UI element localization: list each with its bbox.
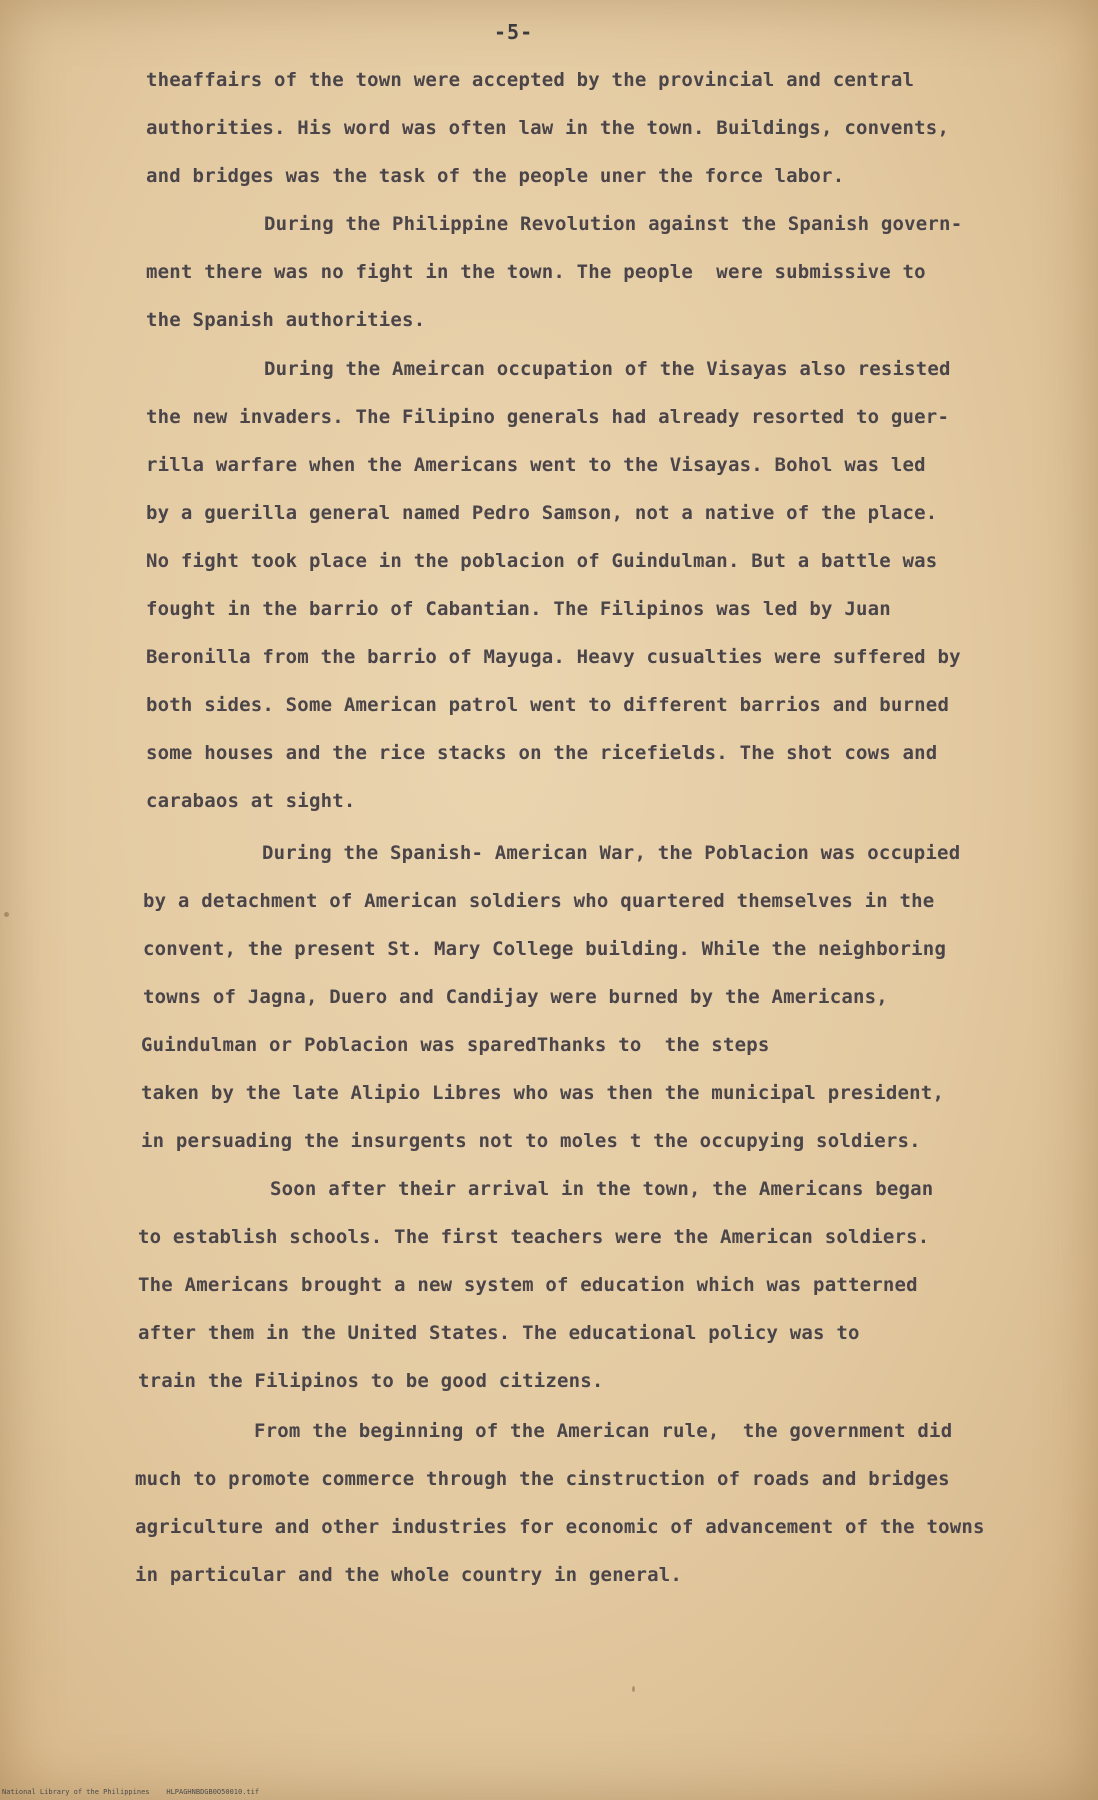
paper-speck <box>632 1686 635 1692</box>
text-line-8: the new invaders. The Filipino generals had already resorted to guer- <box>146 406 950 428</box>
text-line-5: ment there was no fight in the town. The people were submissive to <box>146 261 926 283</box>
text-line-21: Guindulman or Poblacion was sparedThanks to the steps <box>141 1034 770 1056</box>
text-line-31: agriculture and other industries for economic of advancement of the towns <box>135 1516 985 1538</box>
text-line-14: both sides. Some American patrol went to different barrios and burned <box>146 694 950 716</box>
text-line-26: The Americans brought a new system of education which was patterned <box>138 1274 918 1296</box>
text-line-20: towns of Jagna, Duero and Candijay were burned by the Americans, <box>143 986 888 1008</box>
paper-speck <box>4 912 9 917</box>
text-line-18: by a detachment of American soldiers who quartered themselves in the <box>143 890 935 912</box>
text-line-17: During the Spanish- American War, the Poblacion was occupied <box>262 842 961 864</box>
text-line-22: taken by the late Alipio Libres who was then the municipal president, <box>141 1082 945 1104</box>
text-line-4: During the Philippine Revolution against the Spanish govern- <box>264 213 963 235</box>
text-line-29: From the beginning of the American rule, the government did <box>254 1420 953 1442</box>
text-line-23: in persuading the insurgents not to moles t the occupying soldiers. <box>141 1130 921 1152</box>
text-line-19: convent, the present St. Mary College building. While the neighboring <box>143 938 947 960</box>
archive-footer: National Library of the Philippines HLPAGHNBDGB0O50010.tif <box>2 1788 260 1796</box>
text-line-1: theaffairs of the town were accepted by the provincial and central <box>146 69 915 91</box>
text-line-16: carabaos at sight. <box>146 790 356 812</box>
text-line-7: During the Ameircan occupation of the Visayas also resisted <box>264 358 951 380</box>
text-line-27: after them in the United States. The educational policy was to <box>138 1322 860 1344</box>
text-line-12: fought in the barrio of Cabantian. The Filipinos was led by Juan <box>146 598 891 620</box>
text-line-15: some houses and the rice stacks on the ricefields. The shot cows and <box>146 742 938 764</box>
text-line-13: Beronilla from the barrio of Mayuga. Heavy cusualties were suffered by <box>146 646 961 668</box>
text-line-3: and bridges was the task of the people uner the force labor. <box>146 165 845 187</box>
text-line-32: in particular and the whole country in general. <box>135 1564 683 1586</box>
text-line-10: by a guerilla general named Pedro Samson, not a native of the place. <box>146 502 938 524</box>
text-line-25: to establish schools. The first teachers were the American soldiers. <box>138 1226 930 1248</box>
page-number: -5- <box>494 20 534 44</box>
text-line-2: authorities. His word was often law in the town. Buildings, convents, <box>146 117 950 139</box>
text-line-11: No fight took place in the poblacion of Guindulman. But a battle was <box>146 550 938 572</box>
text-line-28: train the Filipinos to be good citizens. <box>138 1370 604 1392</box>
text-line-6: the Spanish authorities. <box>146 309 426 331</box>
text-line-24: Soon after their arrival in the town, the Americans began <box>270 1178 934 1200</box>
text-line-9: rilla warfare when the Americans went to the Visayas. Bohol was led <box>146 454 926 476</box>
text-line-30: much to promote commerce through the cinstruction of roads and bridges <box>135 1468 950 1490</box>
